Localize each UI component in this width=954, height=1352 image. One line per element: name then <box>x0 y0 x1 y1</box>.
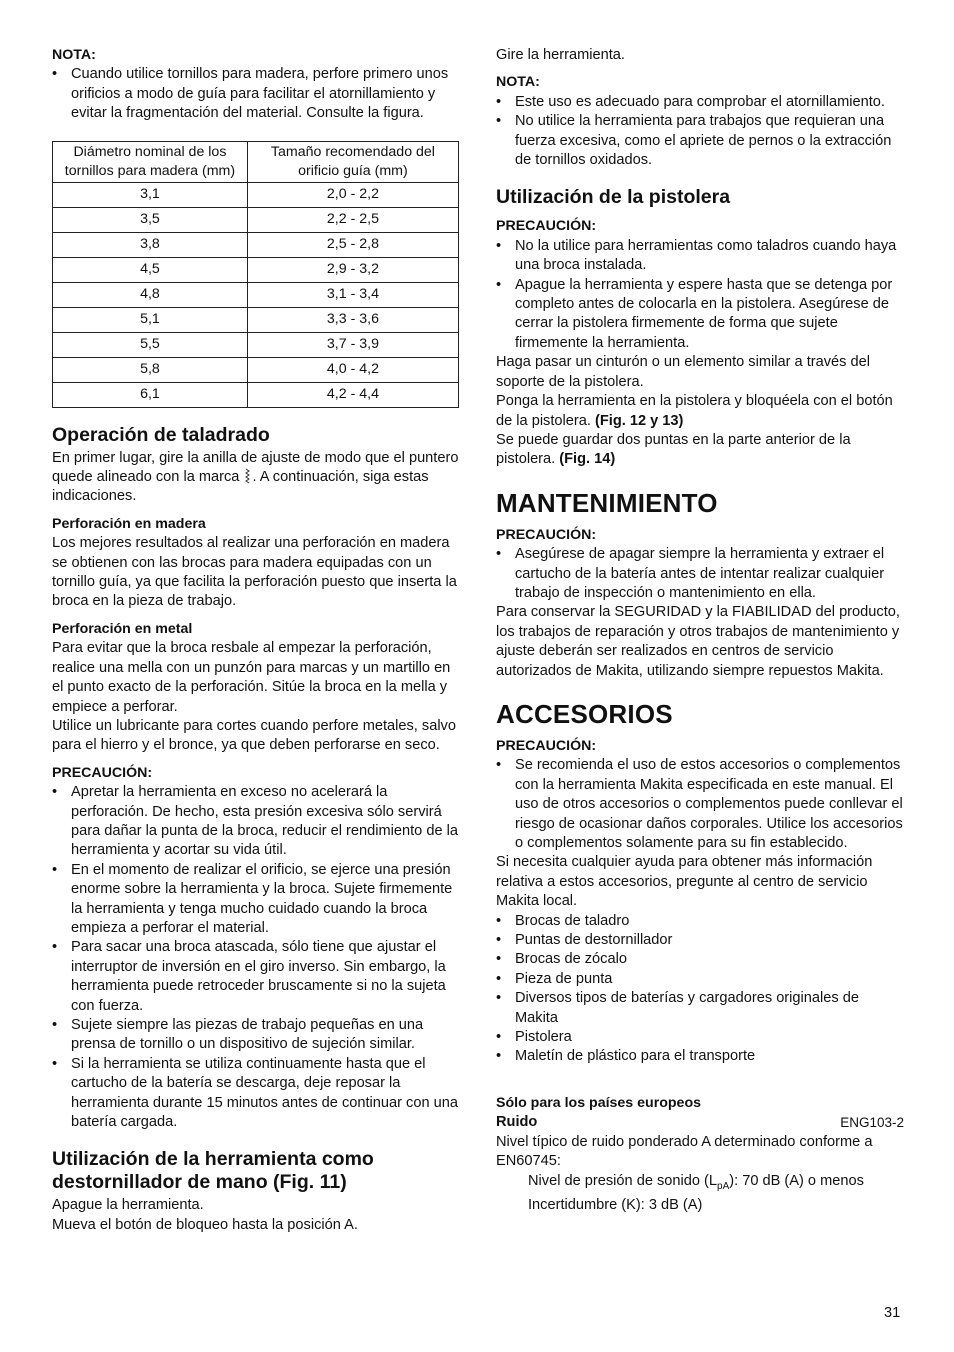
section-title-taladrado: Operación de taladrado <box>52 423 270 446</box>
ruido-code: ENG103-2 <box>840 1115 904 1131</box>
section-title-pistolera: Utilización de la pistolera <box>496 186 731 209</box>
list-item: • Este uso es adecuado para comprobar el atornillamiento. <box>496 93 904 112</box>
madera-subtitle: Perforación en madera <box>52 515 206 532</box>
nota-label: NOTA: <box>52 47 96 63</box>
table-cell: 2,0 - 2,2 <box>247 182 458 207</box>
table-cell: 4,5 <box>53 257 248 282</box>
table-row <box>53 332 459 357</box>
table-cell: 3,1 <box>53 182 248 207</box>
ruido-text: Nivel típico de ruido ponderado A determinado conforme a EN60745: <box>496 1133 873 1170</box>
table-row <box>53 182 459 207</box>
list-item: • No utilice la herramienta para trabajos que requieran una fuerza excesiva, como el apriete de pernos o la extracción de tornillos oxidados. <box>496 112 904 170</box>
table-row <box>53 257 459 282</box>
precaucion-label: PRECAUCIÓN: <box>496 218 597 235</box>
list-item: • Cuando utilice tornillos para madera, perfore primero unos orificios a modo de guía para facilitar el atornillamiento y evitar la fragmentación del material. Consulte la figura. <box>52 65 460 123</box>
table-header-cell: Diámetro nominal de los tornillos para madera (mm) <box>53 141 248 182</box>
left-column <box>52 46 460 1235</box>
table-row <box>53 282 459 307</box>
table-row <box>53 307 459 332</box>
pistolera-text: Se puede guardar dos puntas en la parte anterior de la pistolera. (Fig. 14) <box>496 431 851 468</box>
list-item: • Apague la herramienta y espere hasta que se detenga por completo antes de colocarla en la pistolera. Asegúrese de cerrar la pistolera firmemente de forma que sujete firmemente la herramienta. <box>496 276 904 354</box>
table-header-cell: Tamaño recomendado del orificio guía (mm) <box>247 141 458 182</box>
precaucion-label: PRECAUCIÓN: <box>496 737 597 754</box>
precaucion-label: PRECAUCIÓN: <box>496 526 597 543</box>
list-item: • Brocas de zócalo <box>496 950 904 969</box>
table-row <box>53 382 459 407</box>
table-row <box>53 207 459 232</box>
metal-text: Para evitar que la broca resbale al empezar la perforación, realice una mella con un punzón para marcas y un martillo en el punto exacto de la perforación. Sitúe la broca en la mella y empiece a perforar. <box>52 640 451 715</box>
ruido-label: Ruido <box>496 1114 538 1131</box>
precaucion-list <box>496 237 904 353</box>
pilot-hole-table <box>52 141 459 408</box>
mantenimiento-text: Para conservar la SEGURIDAD y la FIABILIDAD del producto, los trabajos de reparación y otros trabajos de mantenimiento y ajuste deberán ser realizados en centros de servicio autorizados de Makita, utilizando siempre repuestos Makita. <box>496 604 900 679</box>
table-row <box>53 232 459 257</box>
precaucion-label: PRECAUCIÓN: <box>52 764 153 781</box>
page-number: 31 <box>884 1305 901 1321</box>
right-column <box>496 46 904 1215</box>
section-title-destornillador: Utilización de la herramienta como destornillador de mano (Fig. 11) <box>52 1148 374 1194</box>
list-item: • Si la herramienta se utiliza continuamente hasta que el cartucho de la batería se descarga, deje reposar la herramienta durante 15 minutos antes de continuar con una batería cargada. <box>52 1055 460 1133</box>
table-cell: 3,3 - 3,6 <box>247 307 458 332</box>
precaucion-list <box>496 756 904 853</box>
table-cell: 4,2 - 4,4 <box>247 382 458 407</box>
pistolera-text: Ponga la herramienta en la pistolera y bloquéela con el botón de la pistolera. (Fig. 12 y 13) <box>496 393 893 429</box>
list-item: • Apretar la herramienta en exceso no acelerará la perforación. De hecho, esta presión excesiva sólo servirá para dañar la punta de la broca, reducir el rendimiento de la herramienta y acortar su vida útil. <box>52 783 460 861</box>
incertidumbre-text: Incertidumbre (K): 3 dB (A) <box>528 1196 703 1213</box>
list-item: • Se recomienda el uso de estos accesorios o complementos con la herramienta Makita especificada en este manual. El uso de otros accesorios o complementos puede conllevar el riesgo de ocasionar daños corporales. Utilice los accesorios o complementos solamente para su fin establecido. <box>496 756 904 853</box>
table-cell: 2,2 - 2,5 <box>247 207 458 232</box>
destornillador-text: Mueva el botón de bloqueo hasta la posición A. <box>52 1216 358 1233</box>
list-item: • Brocas de taladro <box>496 912 904 931</box>
table-cell: 3,7 - 3,9 <box>247 332 458 357</box>
table-header-row <box>53 141 459 182</box>
table-cell: 3,8 <box>53 232 248 257</box>
list-item: • Puntas de destornillador <box>496 931 904 950</box>
metal-text: Utilice un lubricante para cortes cuando perfore metales, salvo para el hierro y el bronce, ya que deben perforarse en seco. <box>52 717 456 754</box>
list-item: • En el momento de realizar el orificio, se ejerce una presión enorme sobre la herramienta y la broca. Sujete firmemente la herramienta y tenga mucho cuidado cuando la broca empieza a perforar el material. <box>52 861 460 939</box>
taladrado-text: En primer lugar, gire la anilla de ajuste de modo que el puntero quede alineado con la marca . A continuación, siga estas indicaciones. <box>52 449 459 505</box>
table-cell: 2,9 - 3,2 <box>247 257 458 282</box>
list-item: • Para sacar una broca atascada, sólo tiene que ajustar el interruptor de inversión en el giro inverso. Sin embargo, la herramienta puede retroceder bruscamente si no la sujeta con fuerza. <box>52 938 460 1016</box>
metal-subtitle: Perforación en metal <box>52 620 193 637</box>
table-row <box>53 357 459 382</box>
list-item: • Pistolera <box>496 1028 904 1047</box>
list-item: • Diversos tipos de baterías y cargadores originales de Makita <box>496 989 904 1028</box>
presion-text: Nivel de presión de sonido $(L_{pA})$: 70 dB (A) o menos <box>528 1172 864 1192</box>
precaucion-list <box>52 783 460 1132</box>
nota-list <box>52 65 460 123</box>
table-cell: 6,1 <box>53 382 248 407</box>
list-item: • Pieza de punta <box>496 970 904 989</box>
accesorios-text: Si necesita cualquier ayuda para obtener más información relativa a estos accesorios, pregunte al centro de servicio Makita local. <box>496 854 873 910</box>
nota-list <box>496 93 904 171</box>
list-item: • Asegúrese de apagar siempre la herramienta y extraer el cartucho de la batería antes de intentar realizar cualquier trabajo de inspección o mantenimiento en ella. <box>496 545 904 603</box>
list-item: • Sujete siempre las piezas de trabajo pequeñas en una prensa de tornillo o un dispositivo de sujeción similar. <box>52 1016 460 1055</box>
table-cell: 5,1 <box>53 307 248 332</box>
table-cell: 5,5 <box>53 332 248 357</box>
table-cell: 5,8 <box>53 357 248 382</box>
list-item: • No la utilice para herramientas como taladros cuando haya una broca instalada. <box>496 237 904 276</box>
pistolera-text: Haga pasar un cinturón o un elemento similar a través del soporte de la pistolera. <box>496 354 870 390</box>
heading-accesorios: ACCESORIOS <box>496 698 673 729</box>
table-cell: 4,0 - 4,2 <box>247 357 458 382</box>
table-cell: 3,1 - 3,4 <box>247 282 458 307</box>
accesorios-list <box>496 912 904 1067</box>
nota-label: NOTA: <box>496 74 540 91</box>
europa-label: Sólo para los países europeos <box>496 1094 701 1111</box>
table-cell: 3,5 <box>53 207 248 232</box>
ruido-header <box>496 1113 904 1132</box>
heading-mantenimiento: MANTENIMIENTO <box>496 487 718 518</box>
gire-text: Gire la herramienta. <box>496 47 625 63</box>
table-cell: 4,8 <box>53 282 248 307</box>
destornillador-text: Apague la herramienta. <box>52 1197 204 1214</box>
madera-text: Los mejores resultados al realizar una perforación en madera se obtienen con las brocas para madera equipadas con un tornillo guía, ya que facilita la perforación puesto que inserta la broca en la pieza de trabajo. <box>52 535 457 610</box>
list-item: • Maletín de plástico para el transporte <box>496 1047 904 1066</box>
precaucion-list <box>496 545 904 603</box>
table-cell: 2,5 - 2,8 <box>247 232 458 257</box>
